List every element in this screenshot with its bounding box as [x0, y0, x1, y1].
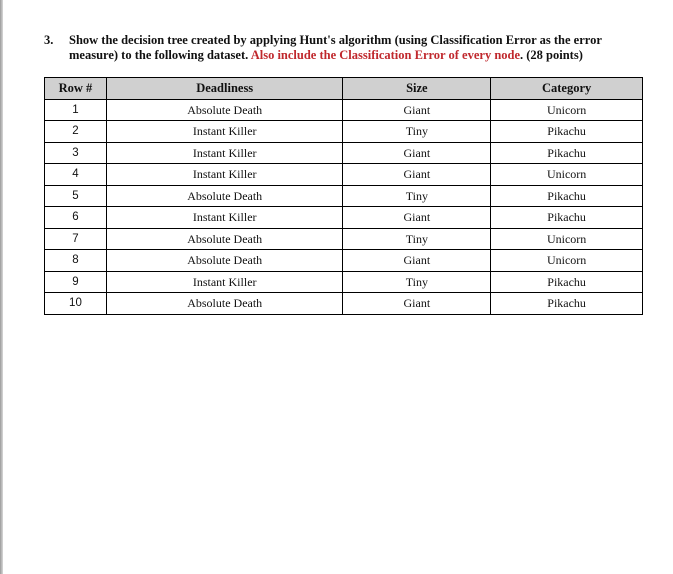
cell-row-number: 8: [45, 250, 107, 272]
cell-category: Pikachu: [491, 271, 643, 293]
cell-deadliness: Absolute Death: [106, 185, 343, 207]
header-deadliness: Deadliness: [106, 78, 343, 100]
question-text-line2-start: measure) to the following dataset.: [69, 48, 251, 62]
question-text: [69, 33, 649, 63]
table-row: [45, 207, 643, 229]
cell-deadliness: Absolute Death: [106, 250, 343, 272]
cell-size: Giant: [343, 207, 491, 229]
cell-size: Giant: [343, 250, 491, 272]
cell-category: Unicorn: [491, 99, 643, 121]
cell-row-number: 1: [45, 99, 107, 121]
header-row-number: Row #: [45, 78, 107, 100]
cell-deadliness: Instant Killer: [106, 121, 343, 143]
cell-size: Giant: [343, 293, 491, 315]
cell-size: Giant: [343, 164, 491, 186]
cell-row-number: 5: [45, 185, 107, 207]
cell-row-number: 2: [45, 121, 107, 143]
cell-row-number: 3: [45, 142, 107, 164]
cell-size: Giant: [343, 142, 491, 164]
cell-deadliness: Instant Killer: [106, 207, 343, 229]
header-size: Size: [343, 78, 491, 100]
header-category: Category: [491, 78, 643, 100]
cell-row-number: 10: [45, 293, 107, 315]
table-header-row: [45, 78, 643, 100]
cell-category: Unicorn: [491, 164, 643, 186]
table-row: [45, 121, 643, 143]
cell-row-number: 6: [45, 207, 107, 229]
table-row: [45, 250, 643, 272]
dataset-table: [44, 77, 643, 315]
cell-deadliness: Absolute Death: [106, 293, 343, 315]
table-row: [45, 228, 643, 250]
cell-category: Pikachu: [491, 293, 643, 315]
cell-deadliness: Instant Killer: [106, 271, 343, 293]
table-row: [45, 142, 643, 164]
cell-size: Tiny: [343, 271, 491, 293]
question-highlight: Also include the Classification Error of every node: [250, 48, 521, 62]
cell-size: Tiny: [343, 185, 491, 207]
cell-deadliness: Instant Killer: [106, 142, 343, 164]
cell-deadliness: Absolute Death: [106, 228, 343, 250]
cell-size: Tiny: [343, 228, 491, 250]
cell-row-number: 7: [45, 228, 107, 250]
cell-category: Pikachu: [491, 207, 643, 229]
cell-row-number: 4: [45, 164, 107, 186]
cell-category: Pikachu: [491, 185, 643, 207]
cell-category: Unicorn: [491, 228, 643, 250]
page-edge: [0, 0, 3, 574]
cell-size: Tiny: [343, 121, 491, 143]
cell-category: Pikachu: [491, 142, 643, 164]
question-text-line2-end: . (28 points): [520, 48, 583, 62]
table-row: [45, 164, 643, 186]
table-row: [45, 185, 643, 207]
cell-category: Pikachu: [491, 121, 643, 143]
cell-deadliness: Absolute Death: [106, 99, 343, 121]
cell-size: Giant: [343, 99, 491, 121]
table-row: [45, 271, 643, 293]
question-text-line1: Show the decision tree created by applying Hunt's algorithm (using Classification Error as the error: [69, 33, 602, 47]
table-row: [45, 293, 643, 315]
table-row: [45, 99, 643, 121]
cell-category: Unicorn: [491, 250, 643, 272]
cell-deadliness: Instant Killer: [106, 164, 343, 186]
cell-row-number: 9: [45, 271, 107, 293]
question-number: 3.: [44, 33, 54, 47]
